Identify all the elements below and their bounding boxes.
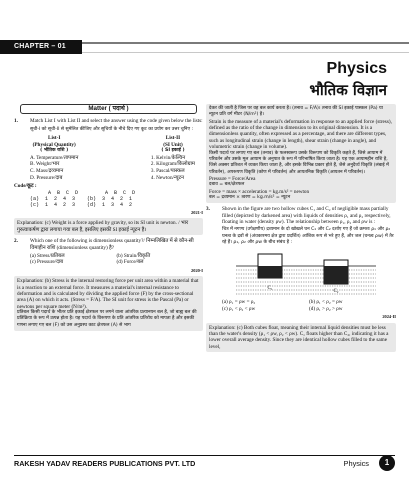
explanation-1: Explanation: (c) Weight is a force applied by gravity, so its SI unit is newton. / भार गुरुत्वाकर्षण द्वारा लगाया गया बल है, इसलिए इसकी SI इकाई न्यूटन है। [14, 218, 203, 235]
list-2-subheading: (SI Unit) [163, 141, 183, 148]
formula-line: दबाव = बल/क्षेत्रफल [209, 182, 245, 188]
chapter-label: CHAPTER – 01 [0, 40, 82, 54]
exam-year: 2024-II [382, 314, 396, 320]
footer-divider [14, 455, 395, 456]
question-text-hindi: सूची-I को सूची-II से सुमेलित कीजिए और सूचियों के नीचे दिए गए कूट का प्रयोग कर उत्तर चुनिए : [30, 126, 194, 132]
code-row: (a) 1 2 4 3 (b) 3 4 2 1 [30, 196, 133, 203]
left-column [14, 104, 203, 334]
explanation-2 [14, 276, 203, 331]
question-text: Which one of the following is dimensionless quantity?/ निम्नलिखित में से कौन-सी विमाहीन राशि (dimensionless quantity) है? [30, 238, 194, 251]
question-2 [14, 238, 203, 251]
page-title-hindi: भौतिक विज्ञान [309, 81, 387, 99]
list-item: C. Mass/द्रव्यमान [30, 168, 64, 175]
explanation-2-hindi-continued: देकर की जाती है जिस पर वह बल कार्य करता है। (तनाव = F/A)। तनाव की SI इकाई पास्कल (Pa) या न्यूटन प्रति वर्ग मीटर (N/m²) है। [209, 106, 383, 118]
right-column [206, 102, 396, 355]
exam-year: 2021-I [191, 209, 203, 215]
option: (d) ρ₁ > ρ₂ > ρw [309, 305, 343, 312]
exam-year: 2020-I [191, 267, 203, 273]
section-heading: Matter ( पदार्थ ) [20, 104, 197, 114]
option: (a) Stress/प्रतिबल [30, 252, 65, 259]
option: (a) ρ₁ = ρw = ρ₂ [222, 299, 256, 306]
list-item: 3. Pascal/पास्कल [150, 168, 185, 175]
list-item: 4. Newton/न्यूटन [150, 174, 185, 181]
formula-line: Force = mass × acceleration = kg.m/s² = newton [209, 188, 310, 195]
code-label: Code/कूट : [14, 183, 37, 190]
code-row: A B C D A B C D [30, 189, 136, 196]
publisher-name: RAKESH YADAV READERS PUBLICATIONS PVT. LTD [14, 459, 196, 468]
options [14, 253, 203, 266]
options [206, 299, 396, 312]
cube-c1-label: C₁ [267, 286, 273, 292]
page-number: 1 [379, 455, 395, 471]
question-3 [206, 206, 396, 225]
strain-definition: Strain is the measure of a material's deformation in response to an applied force (stress), defined as the ratio of the change in dimension to its original dimension. It is a dimensionless quantity, often expressed as a percentage, and there are different types, such as longitudinal strain (change in length), shear strain (change in angle), and volumetric strain (change in volume). [209, 118, 392, 151]
explanation-2-continued [206, 104, 396, 203]
option: (c) ρ₁ < ρ₂ < ρw [222, 305, 256, 312]
explanation-2-english: Explanation: (b) Stress is the internal restoring force per unit area within a material that is a reaction to an external force. It measures a material's internal resistance to deformation and is calculated by dividing the applied force (F) by the cross-sectional area (A) on which it acts. (Stress = F/A). The SI unit for stress is the Pascal (Pa) or newtons per square meter (N/m²). [17, 278, 199, 310]
list-item: D. Pressure/दाब [30, 174, 63, 181]
list-1-subheading-hindi: ( भौतिक राशि ) [40, 148, 69, 154]
match-lists [14, 135, 203, 181]
option: (d) Force/बल [116, 259, 144, 266]
explanation-3: Explanation: (c) Both cubes float, meaning their internal liquid densities must be less than the water's density (ρ₁ < ρw, ρ₂ < ρw). C₁ floats higher than C₂, indicating it has a lower overall average density. Since they are identical hollow cubes filled to the same level, [206, 323, 396, 353]
cube-c2-label: C₂ [333, 289, 339, 295]
formula-line: Pressure = Force/Area [209, 175, 256, 182]
list-item: 1. Kelvin/केल्विन [150, 154, 186, 161]
question-number: 3. [206, 206, 210, 213]
list-item: 2. Kilogram/किलोग्राम [150, 161, 195, 168]
list-2 [151, 135, 195, 181]
cube-c1 [258, 254, 282, 278]
question-1 [14, 118, 203, 124]
cube-c2 [324, 260, 348, 284]
question-text: Shown in the figure are two hollow cubes C₁ and C₂ of negligible mass partially filled (depicted by darkened area) with liquids of densities ρ₁ and ρ₂ respectively, floating in water (density ρw). The relationship between ρ₁, ρ₂ and ρw is : [222, 206, 391, 226]
question-text: Match List I with List II and select the answer using the code given below the lists: [30, 118, 203, 125]
question-text-hindi: चित्र में नगण्य (उपेक्षणीय) द्रव्यमान के दो खोखले घन C₁ और C₂ दर्शाए गए हैं जो क्रमशः ρ₁ और ρ₂ घनत्व के द्रवों से (अंधकारमय क्षेत्र द्वारा प्रदर्शित) आंशिक रूप से भरे हुए हैं, और जल (घनत्व ρw) में तैर रहे हैं। ρ₁, ρ₂ और ρw के बीच संबंध है : [222, 227, 394, 246]
list-item: B. Weight/भार [30, 161, 60, 168]
option: (b) Strain/विकृति [116, 252, 151, 259]
option: (b) ρ₁ < ρ₂ = ρw [309, 299, 343, 306]
list-2-subheading-hindi: ( SI इकाई ) [161, 148, 185, 154]
answer-codes [14, 190, 203, 209]
list-1 [30, 135, 78, 181]
formula-line: बल = द्रव्यमान × त्वरण = kg.m/s² = न्यूटन [209, 194, 291, 200]
list-item: A. Temperature/तापमान [30, 154, 79, 161]
code-row: (c) 1 4 2 3 (d) 1 3 4 2 [30, 202, 133, 209]
list-1-heading: List-I [48, 135, 61, 142]
floating-cubes-diagram [236, 250, 376, 296]
page-title-english: Physics [326, 60, 387, 77]
list-2-heading: List-II [165, 135, 181, 142]
question-number: 2. [14, 238, 18, 245]
strain-definition-hindi: किसी पदार्थ पर लगाए गए बल (तनाव) के फलस्वरूप उसके विरूपण को विकृति कहते हैं, जिसे आयाम में परिवर्तन और उसके मूल आयाम के अनुपात के रूप में परिभाषित किया जाता है। यह एक आयामहीन राशि है, जिसे अक्सर प्रतिशत में व्यक्त किया जाता है, और इसके विभिन्न प्रकार होते हैं, जैसे अनुदैर्ध्य विकृति (लंबाई में परिवर्तन), अपरूपण विकृति (कोण में परिवर्तन) और आयतनिक विकृति (आयतन में परिवर्तन)। [209, 150, 389, 175]
footer-subject: Physics [343, 459, 369, 468]
question-number: 1. [14, 118, 18, 125]
option: (c) Pressure/दाब [30, 259, 64, 266]
floating-cubes-figure [236, 250, 376, 296]
explanation-2-hindi: प्रतिबल किसी पदार्थ के भीतर प्रति इकाई क्षेत्रफल पर लगने वाला आंतरिक प्रत्यानयन बल है, जो बाह्य बल की प्रतिक्रिया के रूप में उत्पन्न होता है। यह पदार्थ के विरूपण के प्रति आंतरिक प्रतिरोध को मापता है और इसकी गणना लगाए गए बल (F) को उस अनुप्रस्थ काट क्षेत्रफल (A) से भाग [17, 310, 197, 328]
list-1-subheading: (Physical Quantity) [32, 141, 76, 148]
